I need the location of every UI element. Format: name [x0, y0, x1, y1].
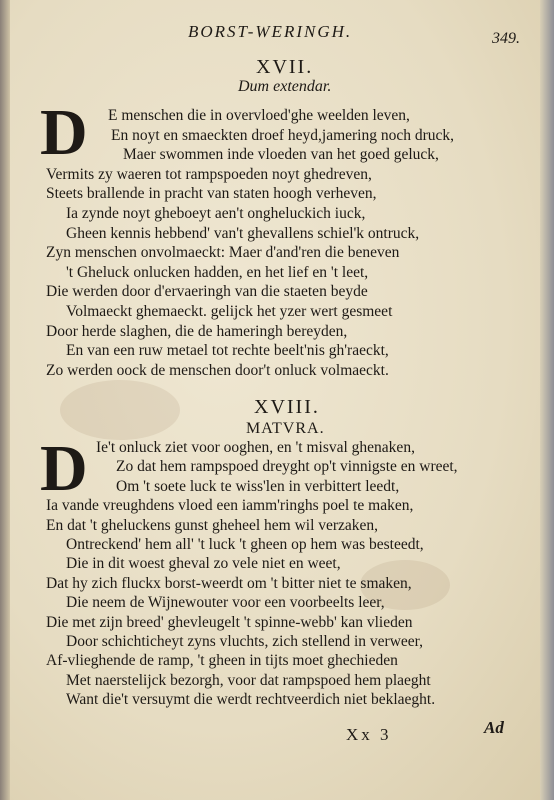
paper-stain: [60, 380, 180, 440]
verse-line: Steets brallende in pracht van staten hoogh verheven,: [46, 185, 377, 203]
verse-line: Ia vande vreughdens vloed een iamm'ringhs poel te maken,: [46, 497, 414, 515]
verse-line: Die in dit woest gheval zo vele niet en weet,: [66, 555, 341, 573]
verse-line: Zo werden oock de menschen door't onluck volmaeckt.: [46, 361, 389, 379]
catchword: Ad: [484, 718, 504, 737]
verse-line: Zyn menschen onvolmaeckt: Maer d'and'ren die beneven: [46, 244, 400, 262]
verse-line: Die met zijn breed' ghevleugelt 't spinne-webb' kan vlieden: [46, 613, 413, 631]
section-number: XVIII.: [254, 396, 320, 418]
verse-line: E menschen die in overvloed'ghe weelden leven,: [108, 107, 410, 124]
verse-line: Met naerstelijck bezorgh, voor dat rampspoed hem plaeght: [66, 671, 431, 689]
verse-line: Om 't soete luck te wiss'len in verbittert leedt,: [116, 477, 400, 495]
verse-line: Gheen kennis hebbend' van't ghevallens schiel'k ontruck,: [66, 224, 420, 242]
verse-line: Vermits zy waeren tot rampspoeden noyt ghedreven,: [46, 165, 372, 183]
drop-cap: D: [40, 432, 88, 505]
section-subtitle: Dum extendar.: [238, 78, 332, 95]
verse-line: Door schichticheyt zyns vluchts, zich stellend in verweer,: [66, 633, 424, 650]
verse-line: Door herde slaghen, die de hameringh bereyden,: [46, 322, 348, 340]
verse-line: Zo dat hem rampspoed dreyght op't vinnigste en wreet,: [116, 458, 458, 476]
verse-line: Maer swommen inde vloeden van het goed geluck,: [123, 146, 439, 164]
verse-line: En dat 't gheluckens gunst gheheel hem wil verzaken,: [46, 516, 379, 534]
drop-cap: D: [40, 96, 88, 169]
section-subtitle: MATVRA.: [246, 420, 325, 437]
verse-line: Ontreckend' hem all' 't luck 't gheen op hem was besteedt,: [66, 536, 424, 553]
verse-line: Die werden door d'ervaeringh van die staeten beyde: [46, 283, 368, 301]
signature-mark: Xx 3: [346, 725, 392, 744]
left-page-edge: [0, 0, 10, 800]
verse-line: Ie't onluck ziet voor ooghen, en 't misval ghenaken,: [96, 439, 415, 456]
running-header: BORST-WERINGH.: [188, 22, 353, 41]
section-number: XVII.: [256, 56, 314, 78]
verse-line: Ia zynde noyt gheboeyt aen't ongheluckich iuck,: [66, 205, 366, 222]
verse-line: En van een ruw metael tot rechte beelt'nis gh'raeckt,: [66, 342, 389, 360]
verse-line: Want die't versuymt die werdt rechtveerdich niet beklaeght.: [66, 691, 436, 709]
verse-line: Volmaeckt ghemaeckt. gelijck het yzer wert gesmeet: [66, 303, 393, 320]
page-number: 349.: [492, 30, 520, 47]
verse-line: Af-vlieghende de ramp, 't gheen in tijts moet ghechieden: [46, 652, 398, 670]
right-page-edge: [540, 0, 554, 800]
verse-line: En noyt en smaeckten droef heyd,jamering noch druck,: [111, 126, 455, 144]
verse-line: Dat hy zich fluckx borst-weerdt om 't bitter niet te smaken,: [46, 574, 412, 592]
verse-line: Die neem de Wijnewouter voor een voorbeelts leer,: [66, 594, 385, 612]
verse-line: 't Gheluck onlucken hadden, en het lief en 't leet,: [66, 263, 369, 281]
